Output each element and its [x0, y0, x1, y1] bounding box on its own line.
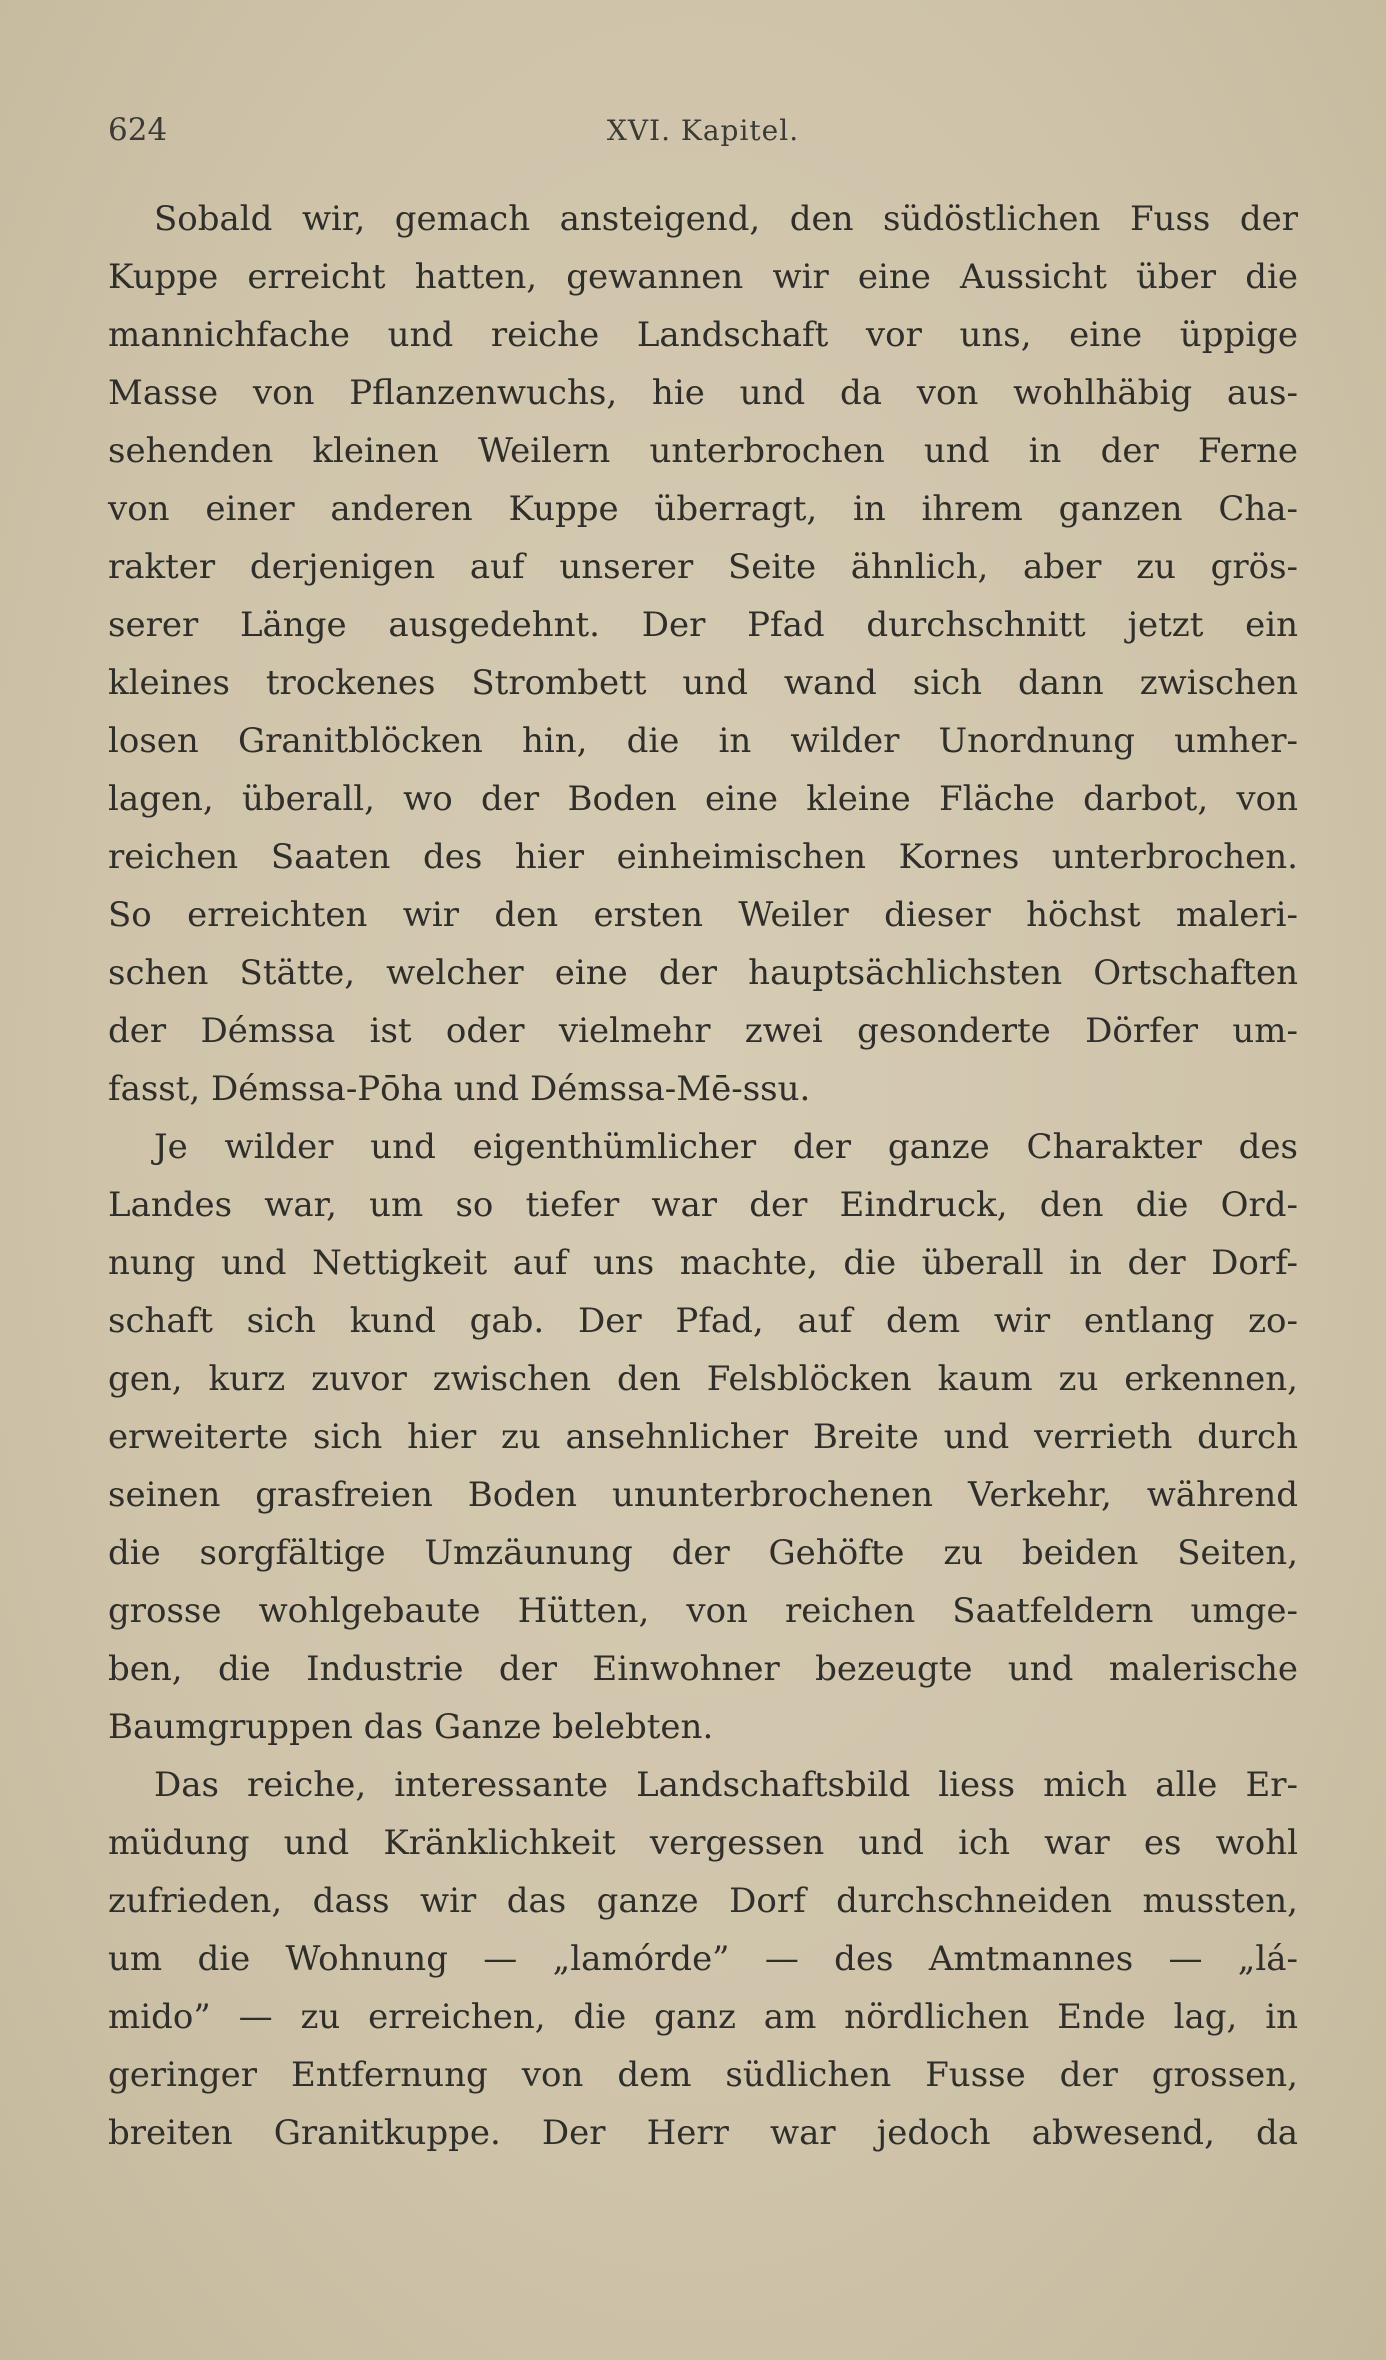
body-text	[108, 190, 1298, 2162]
text-line: mido” — zu erreichen, die ganz am nördlichen Ende lag, in	[108, 1997, 1298, 2037]
text-line: um die Wohnung — „lamórde” — des Amtmannes — „lá-	[108, 1939, 1298, 1979]
text-line: nung und Nettigkeit auf uns machte, die überall in der Dorf-	[108, 1243, 1298, 1283]
text-line: Sobald wir, gemach ansteigend, den südöstlichen Fuss der	[154, 199, 1298, 239]
text-line: kleines trockenes Strombett und wand sich dann zwischen	[108, 663, 1298, 703]
text-line: fasst, Démssa-Pōha und Démssa-Mē-ssu.	[108, 1069, 811, 1109]
text-line: Baumgruppen das Ganze belebten.	[108, 1707, 714, 1747]
paragraph	[108, 1118, 1298, 1756]
paragraph	[108, 190, 1298, 1118]
text-line: So erreichten wir den ersten Weiler dieser höchst maleri-	[108, 895, 1298, 935]
text-line: die sorgfältige Umzäunung der Gehöfte zu beiden Seiten,	[108, 1533, 1298, 1573]
text-line: zufrieden, dass wir das ganze Dorf durchschneiden mussten,	[108, 1881, 1298, 1921]
text-line: Je wilder und eigenthümlicher der ganze Charakter des	[154, 1127, 1298, 1167]
text-line: Das reiche, interessante Landschaftsbild liess mich alle Er-	[154, 1765, 1298, 1805]
text-line: losen Granitblöcken hin, die in wilder Unordnung umher-	[108, 721, 1298, 761]
text-line: breiten Granitkuppe. Der Herr war jedoch abwesend, da	[108, 2113, 1298, 2153]
text-line: lagen, überall, wo der Boden eine kleine Fläche darbot, von	[108, 779, 1298, 819]
text-line: sehenden kleinen Weilern unterbrochen und in der Ferne	[108, 431, 1298, 471]
text-line: Masse von Pflanzenwuchs, hie und da von wohlhäbig aus-	[108, 373, 1298, 413]
text-line: schen Stätte, welcher eine der hauptsächlichsten Ortschaften	[108, 953, 1298, 993]
text-line: mannichfache und reiche Landschaft vor uns, eine üppige	[108, 315, 1298, 355]
text-line: gen, kurz zuvor zwischen den Felsblöcken kaum zu erkennen,	[108, 1359, 1298, 1399]
text-line: serer Länge ausgedehnt. Der Pfad durchschnitt jetzt ein	[108, 605, 1298, 645]
text-line: Landes war, um so tiefer war der Eindruck, den die Ord-	[108, 1185, 1298, 1225]
page-header	[108, 112, 1298, 162]
page-number: 624	[108, 112, 168, 148]
paragraph	[108, 1756, 1298, 2162]
text-line: ben, die Industrie der Einwohner bezeugte und malerische	[108, 1649, 1298, 1689]
text-line: seinen grasfreien Boden ununterbrochenen Verkehr, während	[108, 1475, 1298, 1515]
text-line: geringer Entfernung von dem südlichen Fusse der grossen,	[108, 2055, 1298, 2095]
text-line: grosse wohlgebaute Hütten, von reichen Saatfeldern umge-	[108, 1591, 1298, 1631]
text-line: rakter derjenigen auf unserer Seite ähnlich, aber zu grös-	[108, 547, 1298, 587]
text-line: der Démssa ist oder vielmehr zwei gesonderte Dörfer um-	[108, 1011, 1298, 1051]
text-line: müdung und Kränklichkeit vergessen und ich war es wohl	[108, 1823, 1298, 1863]
text-line: von einer anderen Kuppe überragt, in ihrem ganzen Cha-	[108, 489, 1298, 529]
text-line: Kuppe erreicht hatten, gewannen wir eine Aussicht über die	[108, 257, 1298, 297]
text-line: reichen Saaten des hier einheimischen Kornes unterbrochen.	[108, 837, 1298, 877]
text-line: schaft sich kund gab. Der Pfad, auf dem wir entlang zo-	[108, 1301, 1298, 1341]
running-title: XVI. Kapitel.	[606, 114, 800, 147]
text-line: erweiterte sich hier zu ansehnlicher Breite und verrieth durch	[108, 1417, 1298, 1457]
